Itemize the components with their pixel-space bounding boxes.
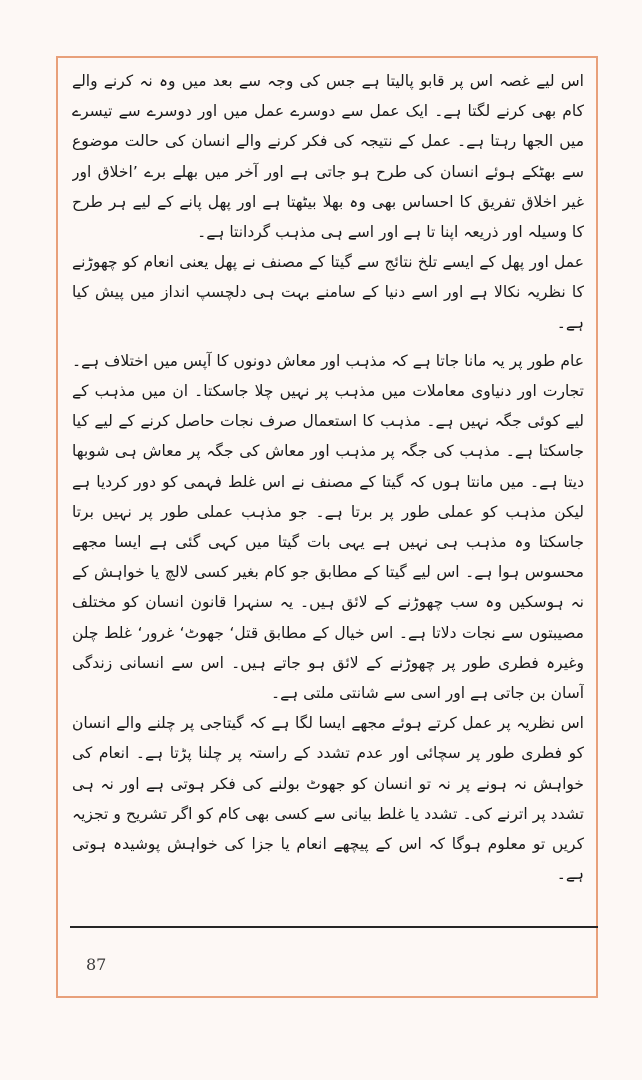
paragraph-2: عمل اور پھل کے ایسے تلخ نتائج سے گیتا کے مصنف نے پھل یعنی انعام کو چھوڑنے کا نظریہ نکالا ہے اور اسے دنیا کے سامنے بہت ہی دلچسپ انداز میں پیش کیا ہے۔ bbox=[72, 253, 584, 332]
body-text bbox=[72, 66, 584, 908]
paragraph-1: اس لیے غصہ اس پر قابو پالیتا ہے جس کی وجہ سے بعد میں وہ نہ کرنے والے کام بھی کرنے لگتا ہے۔ ایک عمل سے دوسرے عمل میں اور دوسرے سے تیسرے میں الجھا رہتا ہے۔ عمل کے نتیجہ کی فکر کرنے والے انسان کی حالت موضوع سے بھٹکے ہوئے انسان کی طرح ہو جاتی ہے اور آخر میں بھلے برے ’اخلاق اور غیر اخلاق تفریق کا احساس بھی وہ بھلا بیٹھتا ہے اور پھل پانے کے لیے ہر طرح کا وسیلہ اور ذریعہ اپنا تا ہے اور اسے ہی مذہب گردانتا ہے۔ bbox=[72, 72, 584, 242]
footer-rule bbox=[70, 926, 598, 928]
paragraph-3: عام طور پر یہ مانا جاتا ہے کہ مذہب اور معاش دونوں کا آپس میں اختلاف ہے۔ تجارت اور دنیاوی معاملات میں مذہب پر نہیں چلا جاسکتا۔ ان میں مذہب کے لیے کوئی جگہ نہیں ہے۔ مذہب کا استعمال صرف نجات حاصل کرنے کے لیے کیا جاسکتا ہے۔ مذہب کی جگہ پر مذہب اور معاش کی جگہ پر معاش ہی شوبھا دیتا ہے۔ میں مانتا ہوں کہ گیتا کے مصنف نے اس غلط فہمی کو دور کردیا ہے لیکن مذہب کو عملی طور پر برتا ہے۔ جو مذہب عملی طور پر نہیں برتا جاسکتا وہ مذہب ہی نہیں ہے یہی بات گیتا میں کہی گئی ہے ایسا مجھے محسوس ہوا ہے۔ اس لیے گیتا کے مطابق جو کام بغیر کسی لالچ یا خواہش کے نہ ہوسکیں وہ سب چھوڑنے کے لائق ہیں۔ یہ سنہرا قانون انسان کو مختلف مصیبتوں سے نجات دلاتا ہے۔ اس خیال کے مطابق قتل‘ جھوٹ‘ غرور‘ غلط چلن وغیرہ فطری طور پر چھوڑنے کے لائق ہو جاتے ہیں۔ اس سے انسانی زندگی آسان بن جاتی ہے اور اسی سے شانتی ملتی ہے۔ bbox=[72, 351, 584, 703]
paragraph-4: اس نظریہ پر عمل کرتے ہوئے مجھے ایسا لگا ہے کہ گیتاجی پر چلنے والے انسان کو فطری طور پر سچائی اور عدم تشدد کے راستہ پر چلنا پڑتا ہے۔ انعام کی خواہش نہ ہونے پر نہ تو انسان کو جھوٹ بولنے کی فکر ہوتی ہے اور نہ ہی تشدد پر اترنے کی۔ تشدد یا غلط بیانی سے کسی بھی کام کو اگر تشریح و تجزیہ کریں تو معلوم ہوگا کہ اس کے پیچھے انعام یا جزا کی خواہش پوشیدہ ہوتی ہے۔ bbox=[72, 714, 584, 884]
page-number: 87 bbox=[86, 955, 107, 974]
